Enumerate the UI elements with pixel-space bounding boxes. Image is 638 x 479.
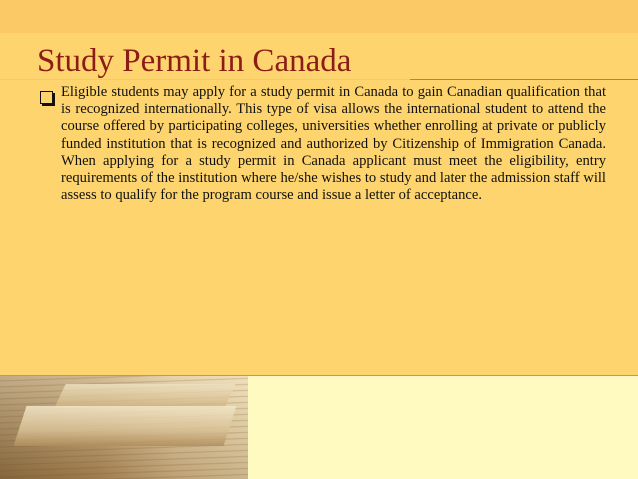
bottom-band — [248, 376, 638, 479]
paper-sheet-front — [14, 406, 237, 446]
square-bullet-icon — [40, 91, 53, 104]
slide-title: Study Permit in Canada — [37, 43, 352, 79]
title-divider — [0, 79, 410, 80]
top-band — [0, 0, 638, 33]
paper-sheet-top — [54, 384, 235, 408]
paper-stack-image — [0, 376, 248, 479]
bullet-text: Eligible students may apply for a study permit in Canada to gain Canadian qualification that is recognized internationally. This type of visa allows the international student to attend the course offered by participating colleges, universities whether enrolling at private or publicly funded institution that is recognized and authorized by Citizenship of Immigration Canada. When applying for a study permit in Canada applicant must meet the eligibility, entry requirements of the institution where he/she wishes to study and later the admission staff will assess to qualify for the program course and issue a letter of acceptance. — [61, 84, 606, 204]
bullet-item — [40, 84, 606, 204]
title-divider-right — [410, 79, 638, 80]
